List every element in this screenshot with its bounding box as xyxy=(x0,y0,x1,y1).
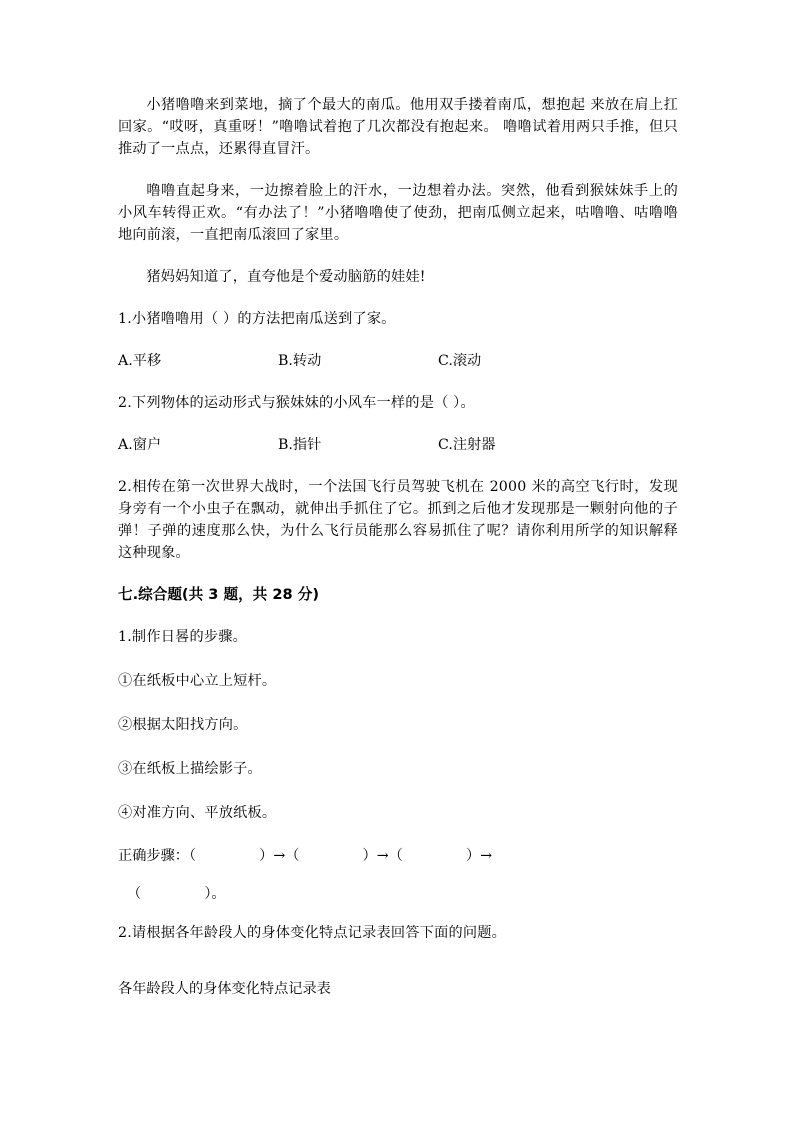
option-a: A.窗户 xyxy=(118,437,162,453)
option-c: C.注射器 xyxy=(438,437,496,453)
story-paragraph-1: 小猪噜噜来到菜地，摘了个最大的南瓜。他用双手搂着南瓜，想抱起 来放在肩上扛回家。“哎呀，真重呀！”噜噜试着抱了几次都没有抱起来。 噜噜试着用两只手推，但只推动了一点点，还累得直冒汗。 xyxy=(118,97,678,157)
question-bullet: 2.相传在第一次世界大战时，一个法国飞行员驾驶飞机在 2000 米的高空飞行时，发现身旁有一个小虫子在飘动，就伸出手抓住了它。抓到之后他才发现那是一颗射向他的子弹！子弹的速度那么快，为什么飞行员能那么容易抓住了呢？请你利用所学的知识解释这种现象。 xyxy=(118,479,678,561)
sundial-step-4: ④对准方向、平放纸板。 xyxy=(118,805,277,821)
story-paragraph-3: 猪妈妈知道了，直夸他是个爱动脑筋的娃娃! xyxy=(146,269,426,285)
option-c: C.滚动 xyxy=(438,353,482,369)
question-2-options xyxy=(118,434,678,456)
record-table-title: 各年龄段人的身体变化特点记录表 xyxy=(118,981,331,997)
answer-line-2: （ ）。 xyxy=(118,886,226,902)
body-change-question: 2.请根据各年龄段人的身体变化特点记录表回答下面的问题。 xyxy=(118,925,507,941)
question-1-options xyxy=(118,350,678,372)
option-b: B.转动 xyxy=(278,353,322,369)
option-a: A.平移 xyxy=(118,353,162,369)
sundial-question-title: 1.制作日晷的步骤。 xyxy=(118,629,248,645)
sundial-step-2: ②根据太阳找方向。 xyxy=(118,717,248,733)
question-1: 1.小猪噜噜用（ ）的方法把南瓜送到了家。 xyxy=(118,311,396,327)
sundial-step-1: ①在纸板中心立上短杆。 xyxy=(118,673,277,689)
section-7-heading: 七.综合题(共 3 题，共 28 分) xyxy=(118,586,320,603)
document-page xyxy=(118,94,678,1000)
story-paragraph-2: 噜噜直起身来，一边擦着脸上的汗水，一边想着办法。突然，他看到猴妹妹手上的小风车转得正欢。“有办法了！”小猪噜噜使了使劲，把南瓜侧立起来，咕噜噜、咕噜噜地向前滚，一直把南瓜滚回了家里。 xyxy=(118,183,678,243)
option-b: B.指针 xyxy=(278,437,322,453)
answer-line-1: 正确步骤：（ ）→（ ）→（ ）→ xyxy=(118,848,493,864)
question-2: 2.下列物体的运动形式与猴妹妹的小风车一样的是（ ）。 xyxy=(118,395,475,411)
sundial-step-3: ③在纸板上描绘影子。 xyxy=(118,761,262,777)
